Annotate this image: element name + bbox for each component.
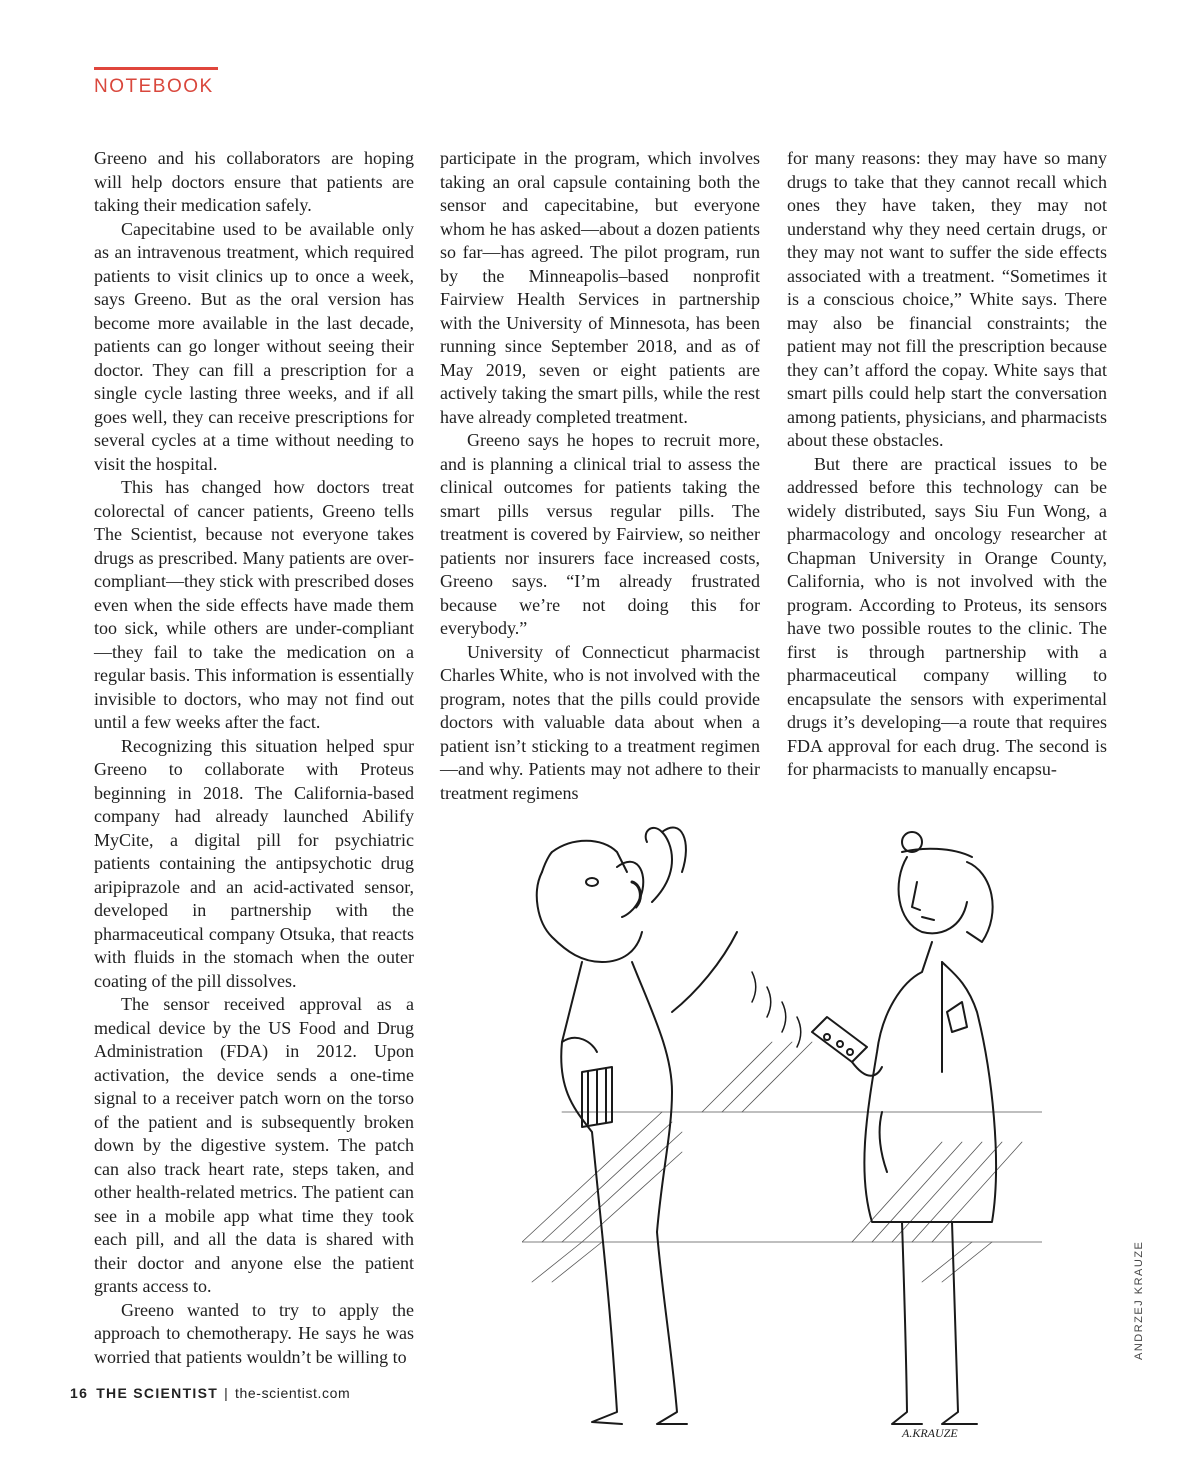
cartoon-illustration [522,812,1042,1448]
paragraph: University of Connecticut pharmacist Charles White, who is not involved with the program, notes that the pills could provide doctors with valuable data about when a patient isn’t sticking to a treatment regimen—and why. Patients may not adhere to their treatment regimens [440,641,760,803]
paragraph: for many reasons: they may have so many drugs to take that they cannot recall which ones they have taken, they may not understand why they need certain drugs, or they may not want to suffer the side effects associated with a treatment. “Sometimes it is a conscious choice,” White says. There may also be financial constraints; the patient may not fill the prescription because they can’t afford the copay. White says that smart pills could help start the conversation among patients, physicians, and pharmacists about these obstacles. [787,148,1107,450]
paragraph: participate in the program, which involves taking an oral capsule containing both the sensor and capecitabine, but everyone whom he has asked—about a dozen patients so far—has agreed. The pilot program, run by the Minneapolis–based nonprofit Fairview Health Services in partnership with the University of Minnesota, has been running since September 2018, and as of May 2019, seven or eight patients are actively taking the smart pills, while the rest have already completed treatment. [440,148,760,427]
illustration-credit: ANDRZEJ KRAUZE [1133,1240,1145,1360]
paragraph: But there are practical issues to be addressed before this technology can be widely distributed, says Siu Fun Wong, a pharmacology and oncology researcher at Chapman University in Orange County, California, who is not involved with the program. According to Proteus, its sensors have two possible routes to the clinic. The first is through partnership with a pharmaceutical company willing to encapsulate the sensors with experimental drugs it’s developing—a route that requires FDA approval for each drug. The second is for pharmacists to manually encapsu- [787,453,1107,779]
footer-separator: | [224,1385,230,1401]
article-column-1 [94,147,414,1369]
page-number: 16 [70,1385,89,1401]
paragraph: Greeno says he hopes to recruit more, and is planning a clinical trial to assess the clinical outcomes for patients taking the smart pills versus regular pills. The treatment is covered by Fairview, so neither patients nor insurers face increased costs, Greeno says. “I’m already frustrated because we’re not doing this for everybody.” [440,430,760,638]
paragraph: Greeno wanted to try to apply the approach to chemotherapy. He says he was worried that patients wouldn’t be willing to [94,1299,414,1367]
paragraph: This has changed how doctors treat colorectal of cancer patients, Greeno tells The Scientist, because not everyone takes drugs as prescribed. Many patients are over-compliant—they stick with prescribed doses even when the side effects have made them too sick, while others are under-compliant—they fail to take the medication on a regular basis. This information is essentially invisible to doctors, who may not find out until a few weeks after the fact. [94,477,414,732]
doctor-figure [812,832,996,1424]
background-hatching [522,1042,1042,1282]
section-rule [94,67,218,70]
paragraph: Greeno and his collaborators are hoping will help doctors ensure that patients are taking their medication safely. [94,148,414,215]
signal-waves [752,972,801,1047]
paragraph: Capecitabine used to be available only as an intravenous treatment, which required patients to visit clinics up to once a week, says Greeno. But as the oral version has become more available in the last decade, patients can go longer without seeing their doctor. They can fill a prescription for a single cycle lasting three weeks, and if all goes well, they can receive prescriptions for several cycles at a time without needing to visit the hospital. [94,218,414,474]
article-column-3 [787,147,1107,782]
artist-signature: A.KRAUZE [902,1426,958,1440]
magazine-name: THE SCIENTIST [96,1385,219,1401]
paragraph: Recognizing this situation helped spur Greeno to collaborate with Proteus beginning in 2018. The California-based company had already launched Abilify MyCite, a digital pill for psychiatric patients containing the antipsychotic drug aripiprazole and an acid-activated sensor, developed in partnership with the pharmaceutical company Otsuka, that reacts with fluids in the stomach when the outer coating of the pill dissolves. [94,735,414,991]
patient-figure [537,828,737,1424]
page-footer [70,1385,350,1401]
article-column-2 [440,147,760,805]
section-label: NOTEBOOK [94,76,214,97]
paragraph: The sensor received approval as a medical device by the US Food and Drug Administration (FDA) in 2012. Upon activation, the device sends a one-time signal to a receiver patch worn on the torso of the patient and is subsequently broken down by the digestive system. The patch can also track heart rate, steps taken, and other health-related metrics. The patient can see in a mobile app what time they took each pill, and all the data is shared with their doctor and anyone else the patient grants access to. [94,994,414,1296]
website-link[interactable]: the-scientist.com [235,1385,351,1401]
